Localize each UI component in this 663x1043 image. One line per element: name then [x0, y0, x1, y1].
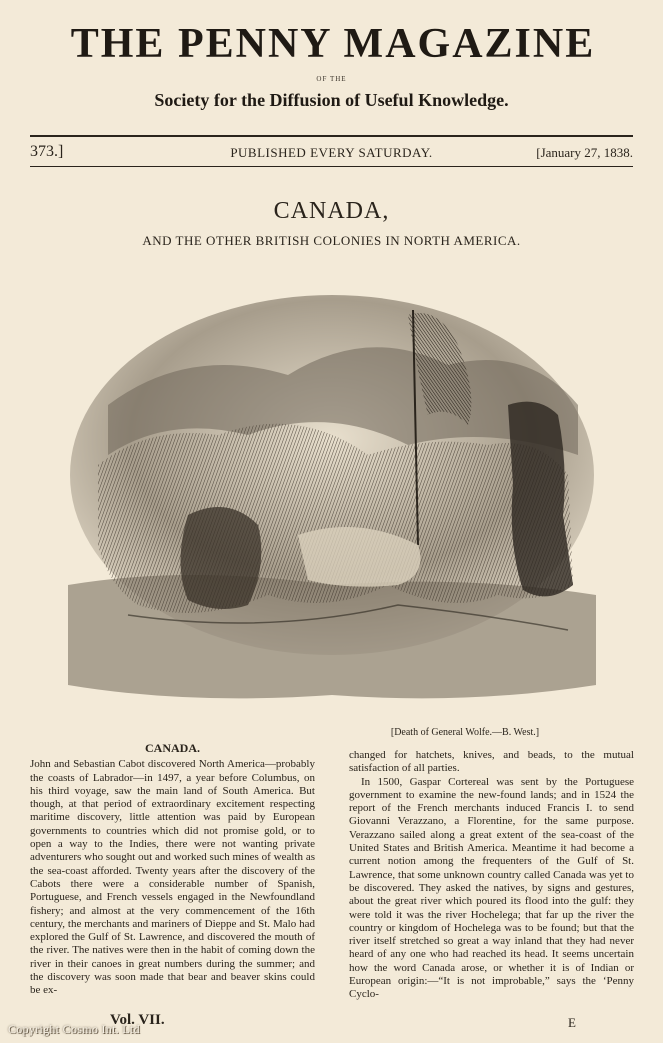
- section-heading: CANADA.: [145, 741, 200, 755]
- left-column: [30, 742, 315, 998]
- right-paragraph: In 1500, Gaspar Cortereal was sent by the Portuguese government to examine the new-found lands; and in 1524 the report of the French merchants induced Francis I. to send Giovanni Verazzano, a Florentine, for the same purpose. Verazzano sailed along a great extent of the sea-coast of the United States and British America. Meantime it had become a current notion among the frequenters of the Gulf of St. Lawrence, that some unknown country called Canada was yet to be discovered. They asked the natives, by signs and gestures, about the great river which poured its flood into the gulf: they were told it was the river Hochelega; that far up the river the country or kingdom of Hochelega was to be found; but that the river itself stretched so great a way inland that they had never heard of any one who had reached its head. It seems uncertain how the word Canada arose, or whether it is of Indian or European origin:—“It is not improbable,” says the ‘Penny Cyclo-: [349, 775, 634, 1001]
- native-warrior: [181, 507, 262, 609]
- issue-date: [January 27, 1838.: [536, 145, 633, 160]
- copyright-watermark: Copyright Cosmo Int. Ltd: [8, 1022, 140, 1036]
- right-continuation: changed for hatchets, knives, and beads, to the mutual satisfaction of all parties.: [349, 749, 634, 775]
- masthead-title: THE PENNY MAGAZINE: [70, 21, 596, 67]
- masthead-of-the: OF THE: [316, 75, 347, 83]
- issue-number: 373.]: [30, 143, 64, 160]
- right-column: [349, 749, 634, 1002]
- issue-row: [30, 143, 633, 165]
- bottom-rule: [30, 166, 633, 167]
- signature-mark: E: [568, 1015, 576, 1030]
- article-title: CANADA,: [273, 198, 390, 224]
- published-line: PUBLISHED EVERY SATURDAY.: [230, 145, 433, 160]
- left-paragraph: John and Sebastian Cabot discovered North America—probably the coasts of Labrador—in 1497, a year before Columbus, on his third voyage, saw the main land of South America. But though, at that period of extraordinary excitement respecting maritime discovery, little attention was paid by European governments to countries which did not promise gold, or to open a way to the Indies, there were not wanting private adventurers who sought out and worked such mines of wealth as the sea-coast afforded. Twenty years after the discovery of the Cabots there were a considerable number of Spanish, Portuguese, and French vessels engaged in the Newfoundland fishery; and almost at the very commencement of the 16th century, the merchants and mariners of Dieppe and St. Malo had explored the Gulf of St. Lawrence, and discovered the mouth of the river. The natives were then in the habit of coming down the river in their canoes in great numbers during the summer; and the discovery was soon made that bear and beaver skins could be ex-: [30, 758, 315, 997]
- masthead-society: Society for the Diffusion of Useful Knowledge.: [154, 90, 509, 110]
- top-rule: [30, 135, 633, 137]
- article-subtitle: AND THE OTHER BRITISH COLONIES IN NORTH AMERICA.: [142, 233, 521, 248]
- engraving-caption: [Death of General Wolfe.—B. West.]: [390, 727, 540, 738]
- engraving-death-of-general-wolfe: [68, 285, 596, 705]
- volume-label: Vol. VII.: [110, 1012, 165, 1028]
